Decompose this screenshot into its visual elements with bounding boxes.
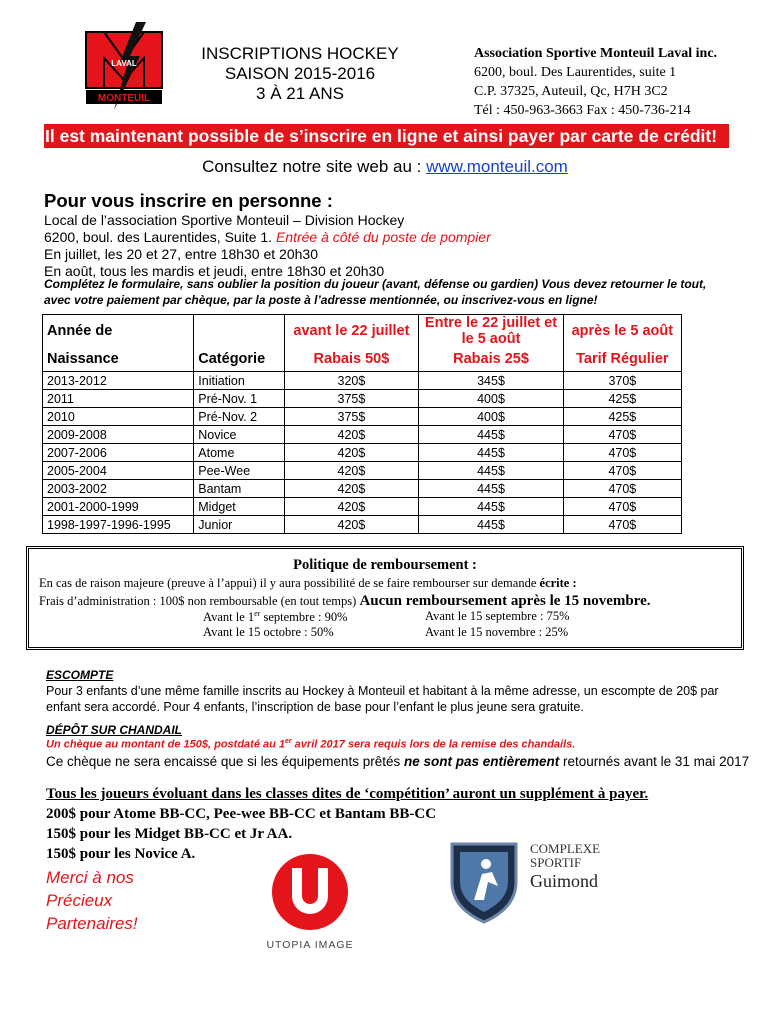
utopia-icon — [270, 852, 350, 932]
cell-price-early: 375$ — [284, 390, 419, 408]
col-mid-header: Entre le 22 juillet et le 5 août — [419, 315, 563, 348]
refund-date-2: Avant le 15 septembre : 75% — [425, 609, 570, 623]
header-title — [180, 44, 420, 104]
cell-year: 2005-2004 — [43, 462, 194, 480]
cell-year: 2007-2006 — [43, 444, 194, 462]
cell-price-early: 375$ — [284, 408, 419, 426]
org-name: Association Sportive Monteuil Laval inc. — [474, 46, 718, 61]
cell-year: 2003-2002 — [43, 480, 194, 498]
cell-year: 2009-2008 — [43, 426, 194, 444]
utopia-label: UTOPIA IMAGE — [266, 939, 354, 951]
cell-price-late: 470$ — [563, 444, 681, 462]
discount-heading: ESCOMPTE — [46, 668, 114, 682]
title-line-3: 3 À 21 ANS — [256, 84, 344, 103]
competition-heading: Tous les joueurs évoluant dans les classes dites de ‘compétition’ auront un supplément à payer. — [46, 786, 649, 802]
thanks-line-3: Partenaires! — [46, 914, 138, 933]
thanks-line-1: Merci à nos — [46, 868, 134, 887]
cell-category: Pee-Wee — [194, 462, 284, 480]
in-person-details — [44, 212, 734, 280]
refund-date-4: Avant le 15 novembre : 25% — [425, 625, 569, 639]
org-address-2: C.P. 37325, Auteuil, Qc, H7H 3C2 — [474, 84, 668, 99]
in-person-note: Complétez le formulaire, sans oublier la position du joueur (avant, défense ou gardien) Vous devez retourner le tout, avec votre paiement par chèque, par la poste à l’adresse mentionnée, ou inscrivez-vous en ligne! — [44, 277, 707, 307]
table-row — [43, 390, 682, 408]
guimond-line-1: COMPLEXE — [530, 841, 601, 856]
refund-line-1-bold: écrite : — [539, 576, 577, 590]
cell-price-late: 425$ — [563, 390, 681, 408]
table-row — [43, 408, 682, 426]
cell-price-late: 470$ — [563, 480, 681, 498]
discount-text: Pour 3 enfants d’une même famille inscrits au Hockey à Monteuil et habitant à la même adresse, un escompte de 20$ par enfant sera accordé. Pour 4 enfants, l’inscription de base pour l’enfant le plus jeune sera gratuite. — [46, 684, 719, 714]
cell-year: 2010 — [43, 408, 194, 426]
cell-price-late: 425$ — [563, 408, 681, 426]
cell-price-early: 420$ — [284, 480, 419, 498]
thanks-partners — [46, 866, 138, 935]
cell-price-mid: 400$ — [419, 408, 563, 426]
cell-price-late: 370$ — [563, 372, 681, 390]
cell-category: Junior — [194, 516, 284, 534]
title-line-1: INSCRIPTIONS HOCKEY — [201, 44, 399, 63]
table-header-row-2 — [43, 347, 682, 372]
cell-year: 2011 — [43, 390, 194, 408]
refund-line-2-bold: Aucun remboursement après le 15 novembre. — [359, 593, 651, 609]
table-header-row-1 — [43, 315, 682, 348]
cell-category: Atome — [194, 444, 284, 462]
col-early-discount: Rabais 50$ — [284, 347, 419, 372]
cell-price-mid: 445$ — [419, 480, 563, 498]
cell-price-mid: 445$ — [419, 498, 563, 516]
cell-year: 1998-1997-1996-1995 — [43, 516, 194, 534]
utopia-image-logo — [250, 852, 370, 952]
cell-price-mid: 400$ — [419, 390, 563, 408]
competition-line-2: 150$ pour les Midget BB-CC et Jr AA. — [46, 826, 293, 842]
deposit-return-note: Ce chèque ne sera encaissé que si les équipements prêtés ne sont pas entièrement retournés avant le 31 mai 2017 — [46, 754, 750, 769]
refund-date-1: Avant le 1er septembre : 90% — [203, 609, 348, 625]
cell-price-late: 470$ — [563, 462, 681, 480]
col-year-header-1: Année de — [43, 315, 194, 348]
cell-price-early: 420$ — [284, 516, 419, 534]
in-person-line-3: En juillet, les 20 et 27, entre 18h30 et 20h30 — [44, 246, 318, 262]
cell-price-late: 470$ — [563, 516, 681, 534]
cell-category: Initiation — [194, 372, 284, 390]
cell-category: Pré-Nov. 2 — [194, 408, 284, 426]
deposit-heading: DÉPÔT SUR CHANDAIL — [46, 723, 183, 737]
table-row — [43, 426, 682, 444]
in-person-line-2 — [44, 229, 734, 246]
address-note: Entrée à côté du poste de pompier — [275, 229, 491, 245]
col-early-header: avant le 22 juillet — [284, 315, 419, 348]
cell-price-mid: 445$ — [419, 516, 563, 534]
org-phone: Tél : 450-963-3663 Fax : 450-736-214 — [474, 103, 691, 118]
guimond-shield-icon — [444, 838, 524, 924]
cell-category: Pré-Nov. 1 — [194, 390, 284, 408]
table-row — [43, 516, 682, 534]
cell-price-early: 320$ — [284, 372, 419, 390]
address-text: 6200, boul. des Laurentides, Suite 1. — [44, 229, 276, 245]
table-row — [43, 462, 682, 480]
table-row — [43, 372, 682, 390]
org-contact-block — [474, 44, 764, 120]
website-line — [0, 157, 770, 177]
cell-price-early: 420$ — [284, 498, 419, 516]
cell-price-early: 420$ — [284, 444, 419, 462]
cell-year: 2001-2000-1999 — [43, 498, 194, 516]
col-category-header-2: Catégorie — [194, 347, 284, 372]
col-late-rate: Tarif Régulier — [563, 347, 681, 372]
table-row — [43, 498, 682, 516]
col-year-header-2: Naissance — [43, 347, 194, 372]
guimond-name: Guimond — [530, 871, 599, 891]
table-row — [43, 480, 682, 498]
competition-line-1: 200$ pour Atome BB-CC, Pee-wee BB-CC et Bantam BB-CC — [46, 806, 437, 822]
guimond-text — [530, 841, 601, 891]
in-person-heading: Pour vous inscrire en personne : — [44, 190, 333, 211]
complexe-guimond-logo — [444, 838, 644, 924]
cell-category: Bantam — [194, 480, 284, 498]
refund-line-1 — [39, 576, 577, 591]
cell-year: 2013-2012 — [43, 372, 194, 390]
website-prefix: Consultez notre site web au : — [202, 157, 427, 176]
online-registration-banner: Il est maintenant possible de s’inscrire en ligne et ainsi payer par carte de crédit! — [44, 124, 729, 148]
deposit-requirement: Un chèque au montant de 150$, postdaté au 1er avril 2017 sera requis lors de la remise des chandails. — [46, 738, 576, 751]
table-row — [43, 444, 682, 462]
competition-line-3: 150$ pour les Novice A. — [46, 846, 196, 862]
in-person-line-4: En août, tous les mardis et jeudi, entre 18h30 et 20h30 — [44, 263, 385, 279]
price-table — [42, 314, 682, 534]
org-address-1: 6200, boul. Des Laurentides, suite 1 — [474, 65, 677, 80]
refund-line-2 — [39, 593, 651, 610]
cell-price-mid: 445$ — [419, 426, 563, 444]
cell-price-early: 420$ — [284, 462, 419, 480]
in-person-line-1: Local de l’association Sportive Monteuil – Division Hockey — [44, 212, 405, 228]
monteuil-logo — [84, 22, 164, 114]
cell-price-mid: 445$ — [419, 462, 563, 480]
cell-category: Novice — [194, 426, 284, 444]
col-mid-discount: Rabais 25$ — [419, 347, 563, 372]
logo-text-monteuil: MONTEUIL — [97, 93, 151, 104]
col-late-header: après le 5 août — [563, 315, 681, 348]
col-category-header-1 — [194, 315, 284, 348]
title-line-2: SAISON 2015-2016 — [224, 64, 376, 83]
guimond-line-2: SPORTIF — [530, 855, 582, 870]
refund-policy-box — [26, 546, 744, 650]
thanks-line-2: Précieux — [46, 891, 113, 910]
cell-price-mid: 445$ — [419, 444, 563, 462]
refund-title: Politique de remboursement : — [293, 557, 477, 573]
refund-line-1-text: En cas de raison majeure (preuve à l’appui) il y aura possibilité de se faire rembourser sur demande — [39, 576, 540, 590]
cell-price-late: 470$ — [563, 426, 681, 444]
website-link[interactable]: www.monteuil.com — [426, 157, 568, 176]
cell-category: Midget — [194, 498, 284, 516]
logo-text-laval: LAVAL — [111, 59, 137, 68]
cell-price-early: 420$ — [284, 426, 419, 444]
cell-price-mid: 345$ — [419, 372, 563, 390]
refund-line-2-text: Frais d’administration : 100$ non remboursable (en tout temps) — [39, 594, 360, 608]
cell-price-late: 470$ — [563, 498, 681, 516]
refund-date-3: Avant le 15 octobre : 50% — [203, 625, 334, 639]
